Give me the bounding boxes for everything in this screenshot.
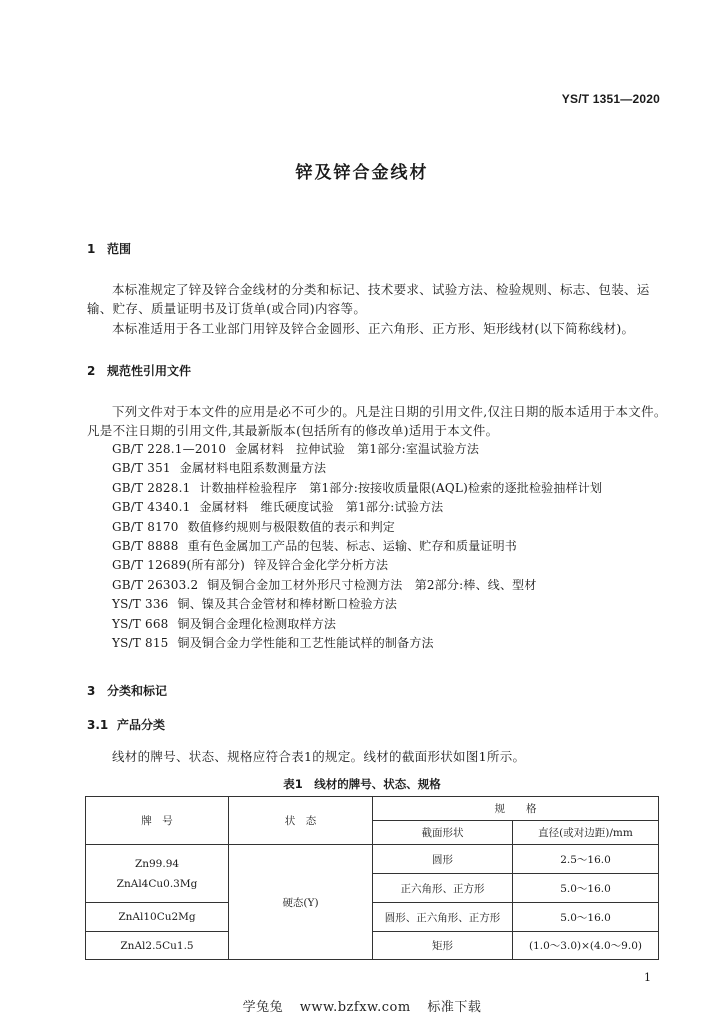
section-1-paragraph-1: 本标准规定了锌及锌合金线材的分类和标记、技术要求、试验方法、检验规则、标志、包装、运输、贮存、质量证明书及订货单(或合同)内容等。 [87, 282, 650, 316]
section-3-1-heading [87, 716, 165, 733]
reference-code: GB/T 8888 [112, 538, 179, 553]
footer-tagline: 标准下载 [427, 1000, 482, 1015]
document-title: 锌及锌合金线材 [295, 163, 429, 183]
footer-watermark [0, 996, 724, 1015]
reference-code: GB/T 2828.1 [112, 480, 191, 495]
reference-code: YS/T 815 [112, 635, 169, 650]
reference-code: YS/T 668 [112, 616, 169, 631]
reference-item [112, 537, 602, 556]
reference-title: 计数抽样检验程序 第1部分:按接收质量限(AQL)检索的逐批检验抽样计划 [199, 480, 603, 495]
reference-title: 金属材料 维氏硬度试验 第1部分:试验方法 [199, 500, 444, 515]
reference-title: 重有色金属加工产品的包装、标志、运输、贮存和质量证明书 [187, 538, 518, 553]
section-1-paragraph-2: 本标准适用于各工业部门用锌及锌合金圆形、正六角形、正方形、矩形线材(以下简称线材)。 [112, 321, 635, 336]
reference-title: 金属材料 拉伸试验 第1部分:室温试验方法 [235, 442, 480, 456]
section-2-heading [87, 362, 191, 379]
header-state: 状 态 [229, 797, 373, 845]
section-1-title: 范围 [107, 242, 132, 256]
reference-item [112, 440, 602, 459]
normative-references-list [112, 440, 602, 653]
reference-item [112, 459, 602, 478]
section-3-title: 分类和标记 [107, 684, 168, 698]
reference-item [112, 576, 602, 595]
reference-item [112, 634, 602, 653]
section-3-1-number: 3.1 [87, 718, 109, 732]
grade-cell: ZnAl2.5Cu1.5 [86, 932, 229, 960]
reference-title: 数值修约规则与极限数值的表示和判定 [187, 519, 396, 534]
header-spec: 规 格 [373, 797, 659, 821]
grade-value: ZnAl4Cu0.3Mg [116, 877, 198, 890]
grade-cell: ZnAl10Cu2Mg [86, 903, 229, 932]
size-cell: (1.0～3.0)×(4.0～9.0) [513, 932, 659, 960]
section-3-heading [87, 682, 167, 699]
reference-title: 铜及铜合金理化检测取样方法 [177, 616, 337, 631]
standard-number: YS/T 1351—2020 [561, 92, 660, 106]
reference-item [112, 518, 602, 537]
header-grade: 牌 号 [86, 797, 229, 845]
reference-item [112, 556, 602, 575]
reference-item [112, 595, 602, 614]
section-3-number: 3 [87, 684, 96, 698]
reference-code: GB/T 351 [112, 461, 171, 476]
size-cell: 5.0～16.0 [513, 874, 659, 903]
reference-title: 铜及铜合金加工材外形尺寸检测方法 第2部分:棒、线、型材 [207, 577, 537, 592]
section-1-number: 1 [87, 242, 96, 256]
reference-title: 铜、镍及其合金管材和棒材断口检验方法 [177, 597, 398, 612]
section-2-number: 2 [87, 364, 96, 378]
header-diameter: 直径(或对边距)/mm [513, 821, 659, 845]
grade-cell [86, 845, 229, 903]
footer-url[interactable]: www.bzfxw.com [299, 1000, 411, 1015]
state-cell: 硬态(Y) [229, 845, 373, 960]
reference-item [112, 479, 602, 498]
reference-item [112, 498, 602, 517]
section-2-title: 规范性引用文件 [107, 364, 192, 378]
header-section-shape: 截面形状 [373, 821, 513, 845]
reference-title: 铜及铜合金力学性能和工艺性能试样的制备方法 [177, 635, 434, 650]
section-1-heading [87, 240, 131, 257]
shape-cell: 圆形、正六角形、正方形 [373, 903, 513, 932]
reference-item [112, 615, 602, 634]
size-cell: 2.5～16.0 [513, 845, 659, 874]
section-2-intro: 下列文件对于本文件的应用是必不可少的。凡是注日期的引用文件,仅注日期的版本适用于本文件。凡是不注日期的引用文件,其最新版本(包括所有的修改单)适用于本文件。 [87, 404, 667, 438]
reference-code: GB/T 8170 [112, 519, 179, 534]
footer-site-name: 学兔兔 [242, 1000, 284, 1015]
shape-cell: 正六角形、正方形 [373, 874, 513, 903]
reference-code: GB/T 26303.2 [112, 577, 199, 592]
shape-cell: 圆形 [373, 845, 513, 874]
size-cell: 5.0～16.0 [513, 903, 659, 932]
reference-code: YS/T 336 [112, 597, 169, 612]
shape-cell: 矩形 [373, 932, 513, 960]
grade-value: Zn99.94 [134, 857, 180, 870]
section-3-1-text: 线材的牌号、状态、规格应符合表1的规定。线材的截面形状如图1所示。 [112, 749, 526, 764]
reference-code: GB/T 12689(所有部分) [112, 558, 246, 573]
section-3-1-title: 产品分类 [117, 718, 166, 732]
table-1-caption: 表1 线材的牌号、状态、规格 [283, 777, 441, 791]
reference-title: 金属材料电阻系数测量方法 [179, 461, 327, 476]
reference-code: GB/T 228.1—2010 [112, 442, 227, 456]
reference-title: 锌及锌合金化学分析方法 [254, 558, 389, 573]
page-number: 1 [644, 971, 651, 984]
reference-code: GB/T 4340.1 [112, 500, 191, 515]
grade-state-spec-table [85, 796, 659, 960]
